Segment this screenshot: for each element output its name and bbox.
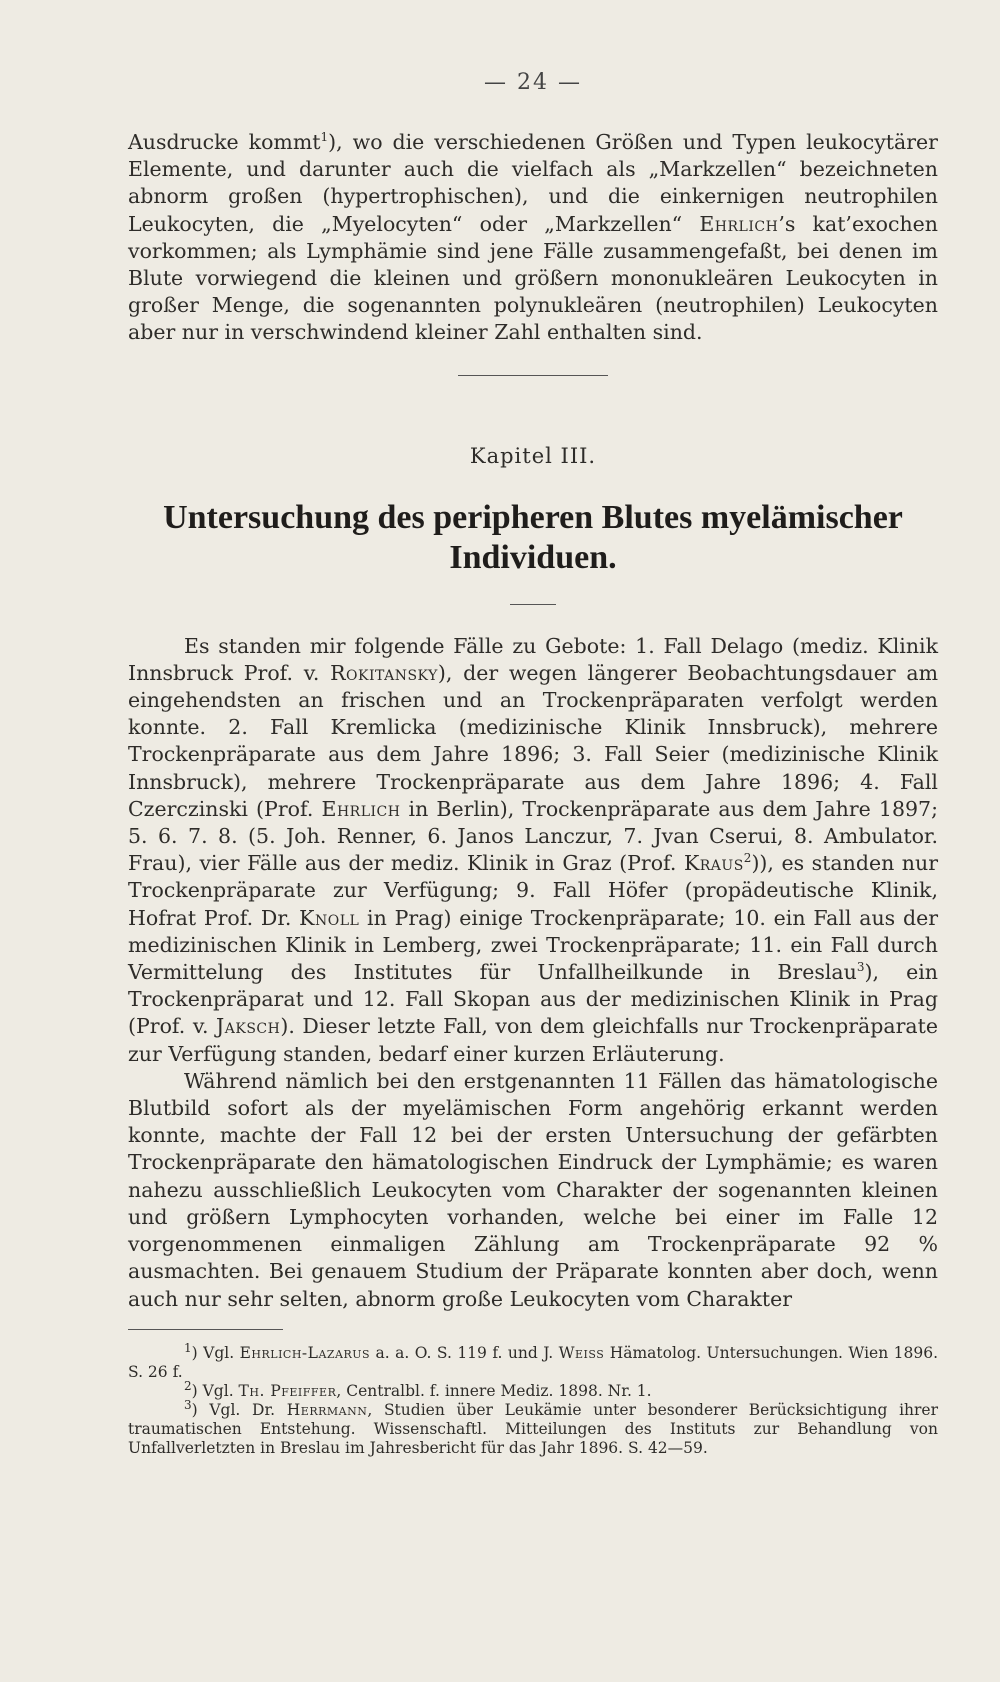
intro-text-3: ’s kat’exochen vorkommen; als Lymphämie sind jene Fälle zusammengefaßt, bei denen im Blute vorwiegend die kleinen und größern mononukleären Leukocyten in großer Menge, die sogenannten polynukleären (neutrophilen) Leukocyten aber nur in verschwindend kleiner Zahl enthalten sind. (128, 211, 939, 345)
body-text: Es standen mir folgende Fälle zu Gebote: 1. Fall Delago (mediz. Klinik Innsbruck Prof. v. (128, 633, 938, 685)
intro-text-2: ), wo die verschiedenen Größen und Typen leukocytärer Elemente, und darunter auch die vielfach als „Markzellen“ bezeichneten abnorm großen (hypertrophischen), und die einkernigen neutrophilen Leukocyten, die „Myelocyten“ oder „Markzellen“ (128, 130, 938, 236)
author-name: Jaksch (216, 1014, 281, 1039)
author-name: Weiss (558, 1343, 605, 1362)
author-name: Rokitansky (330, 660, 438, 685)
body-paragraph-1 (128, 633, 938, 1068)
intro-paragraph (128, 129, 938, 347)
footnote-1 (128, 1340, 938, 1382)
body-text: ), der wegen längerer Beobachtungsdauer am eingehendsten an frischen und an Trockenpräparaten verfolgt werden konnte. 2. Fall Kremlicka (medizinische Klinik Innsbruck), mehrere Trockenpräparate aus dem Jahre 1896; 3. Fall Seier (medizinische Klinik Innsbruck), mehrere Trockenpräparate aus dem Jahre 1896; 4. Fall Czerczinski (Prof. (128, 660, 939, 821)
footnote-text: , Studien über Leukämie unter besonderer Berücksichtigung ihrer traumatischen Entstehung. Wissenschaftl. Mitteilungen des Instituts zur Behandlung von Unfallverletzten in Breslau im Jahresbericht für das Jahr 1896. S. 42—59. (128, 1400, 938, 1457)
author-name: Th. Pfeiffer (238, 1381, 337, 1400)
chapter-title-line-1: Untersuchung des peripheren Blutes myelämischer (163, 498, 903, 536)
author-name: Ehrlich (321, 796, 401, 821)
title-divider (510, 604, 556, 605)
footnote-text: Hämatolog. Untersuchungen. Wien 1896. S. 26 f. (128, 1343, 938, 1381)
author-name: Herrmann (286, 1400, 368, 1419)
section-divider (458, 375, 608, 376)
author-name: Ehrlich-Lazarus (239, 1343, 371, 1362)
footnote-ref-1: 1 (320, 130, 329, 145)
page-number: — 24 — (484, 70, 582, 95)
footnote-text: ) Vgl. Dr. (191, 1400, 287, 1419)
body-text: in Berlin), Trockenpräparate aus dem Jahre 1897; 5. 6. 7. 8. (5. Joh. Renner, 6. Janos Lanczur, 7. Jvan Cserui, 8. Ambulator. Frau), vier Fälle aus der mediz. Klinik in Graz (Prof. (128, 796, 938, 876)
chapter-label: Kapitel III. (469, 443, 597, 468)
footnote-divider (128, 1329, 283, 1330)
author-name: Kraus (683, 851, 744, 876)
footnote-3 (128, 1397, 938, 1458)
body-text: )), es standen nur Trockenpräparate zur Verfügung; 9. Fall Höfer (propädeutische Klinik, Hofrat Prof. Dr. (128, 851, 938, 930)
body-text: ). Dieser letzte Fall, von dem gleichfalls nur Trockenpräparate zur Verfügung standen, bedarf einer kurzen Erläuterung. (128, 1014, 938, 1066)
chapter-title-line-2: Individuen. (449, 538, 617, 576)
footnote-mark: 2 (184, 1378, 192, 1393)
footnote-mark: 1 (184, 1340, 192, 1355)
footnote-text: ) Vgl. (191, 1381, 239, 1400)
author-name: Ehrlich (699, 211, 779, 236)
body-text: ), ein Trockenpräparat und 12. Fall Skopan aus der medizinischen Klinik in Prag (Prof. v. (128, 960, 939, 1039)
footnote-text: , Centralbl. f. innere Mediz. 1898. Nr. 1. (336, 1381, 652, 1400)
body-paragraph-2: Während nämlich bei den erstgenannten 11 Fällen das hämatologische Blutbild sofort als der myelämischen Form angehörig erkannt werden konnte, machte der Fall 12 bei der ersten Untersuchung der gefärbten Trockenpräparate den hämatologischen Eindruck der Lymphämie; es waren nahezu ausschließlich Leukocyten vom Charakter der sogenannten kleinen und größern Lymphocyten vorhanden, welche bei einer im Falle 12 vorgenommenen einmaligen Zählung am Trockenpräparate 92 % ausmachten. Bei genauem Studium der Präparate konnten aber doch, wenn auch nur sehr selten, abnorm große Leukocyten vom Charakter (128, 1068, 938, 1311)
body-text: in Prag) einige Trockenpräparate; 10. ein Fall aus der medizinischen Klinik in Lemberg, zwei Trockenpräparate; 11. ein Fall durch Vermittelung des Institutes für Unfallheilkunde in Breslau (128, 905, 938, 985)
footnote-mark: 3 (184, 1397, 192, 1412)
footnote-ref-2: 2 (743, 851, 752, 866)
chapter-title (128, 498, 938, 578)
footnote-text: a. a. O. S. 119 f. und J. (370, 1343, 559, 1362)
footnote-text: ) Vgl. (191, 1343, 240, 1362)
intro-text-1: Ausdrucke kommt (128, 130, 321, 154)
author-name: Knoll (299, 905, 360, 930)
footnote-ref-3: 3 (856, 960, 865, 975)
footnote-2 (128, 1378, 938, 1401)
